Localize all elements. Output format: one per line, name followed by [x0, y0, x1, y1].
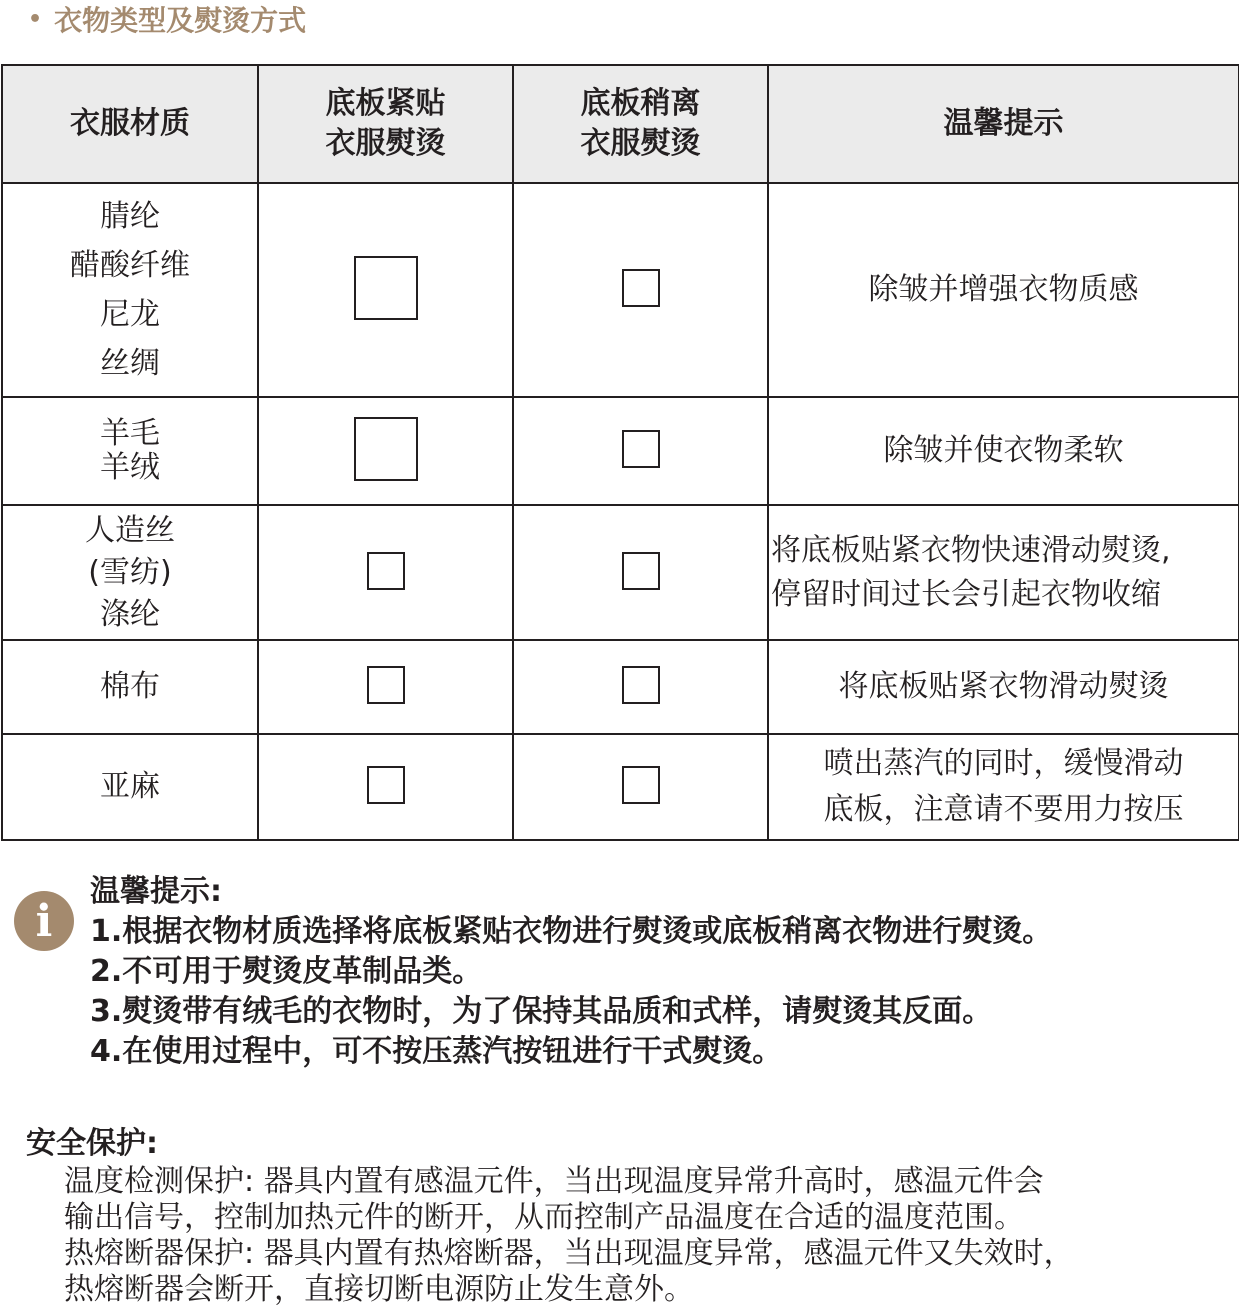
checkbox[interactable]	[367, 766, 405, 804]
material-name: 尼龙	[100, 297, 160, 332]
note-item: 4.在使用过程中，可不按压蒸汽按钮进行干式熨烫。	[90, 1034, 783, 1069]
checkbox[interactable]	[367, 552, 405, 590]
table-row	[2, 505, 1239, 640]
material-name: 丝绸	[100, 346, 160, 381]
safety-body	[64, 1164, 1074, 1308]
tip-text: 喷出蒸汽的同时，缓慢滑动	[823, 746, 1184, 781]
checkbox[interactable]	[622, 666, 660, 704]
checkbox[interactable]	[622, 430, 660, 468]
away-option-cell	[513, 640, 768, 734]
tip-text: 停留时间过长会引起衣物收缩	[771, 576, 1161, 612]
note-item: 3.熨烫带有绒毛的衣物时，为了保持其品质和式样，请熨烫其反面。	[90, 994, 993, 1029]
header-close-line1: 底板紧贴	[325, 86, 446, 121]
material-cell	[2, 505, 258, 640]
note-item: 1.根据衣物材质选择将底板紧贴衣物进行熨烫或底板稍离衣物进行熨烫。	[90, 914, 1053, 949]
material-cell	[2, 397, 258, 505]
material-name: 棉布	[100, 669, 160, 704]
bullet-dot-icon: •	[28, 6, 43, 32]
tip-cell	[768, 183, 1239, 397]
close-option-cell	[258, 397, 513, 505]
material-cell	[2, 734, 258, 840]
safety-line: 输出信号，控制加热元件的断开，从而控制产品温度在合适的温度范围。	[64, 1200, 1024, 1235]
checkbox[interactable]	[354, 417, 418, 481]
safety-line: 温度检测保护: 器具内置有感温元件，当出现温度异常升高时，感温元件会	[64, 1164, 1044, 1199]
table-row	[2, 183, 1239, 397]
tips-note	[90, 872, 1052, 1072]
header-close-line2: 衣服熨烫	[325, 126, 446, 161]
tip-cell	[768, 734, 1239, 840]
away-option-cell	[513, 734, 768, 840]
header-tips: 温馨提示	[768, 65, 1239, 183]
checkbox[interactable]	[367, 666, 405, 704]
material-name: 亚麻	[100, 769, 160, 804]
section-title-text: 衣物类型及熨烫方式	[54, 4, 307, 37]
ironing-table	[1, 64, 1239, 841]
header-soleplate-close	[258, 65, 513, 183]
tip-text: 除皱并增强衣物质感	[868, 272, 1139, 307]
material-cell	[2, 640, 258, 734]
table-row	[2, 640, 1239, 734]
away-option-cell	[513, 505, 768, 640]
material-cell	[2, 183, 258, 397]
material-name: 羊毛	[100, 416, 160, 451]
tip-cell	[768, 505, 1239, 640]
away-option-cell	[513, 183, 768, 397]
note-item: 2.不可用于熨烫皮革制品类。	[90, 954, 483, 989]
material-name: (雪纺)	[88, 554, 172, 590]
table-header-row	[2, 65, 1239, 183]
header-away-line1: 底板稍离	[580, 86, 701, 121]
header-soleplate-away	[513, 65, 768, 183]
tip-text: 将底板贴紧衣物滑动熨烫	[838, 669, 1169, 704]
header-away-line2: 衣服熨烫	[580, 126, 701, 161]
tip-text: 除皱并使衣物柔软	[883, 433, 1124, 468]
table-row	[2, 397, 1239, 505]
checkbox[interactable]	[354, 256, 418, 320]
table-row	[2, 734, 1239, 840]
section-title	[28, 0, 306, 38]
safety-title: 安全保护:	[26, 1126, 158, 1161]
safety-line: 热熔断器保护: 器具内置有热熔断器，当出现温度异常，感温元件又失效时，	[64, 1236, 1074, 1271]
checkbox[interactable]	[622, 766, 660, 804]
material-name: 涤纶	[100, 596, 160, 632]
away-option-cell	[513, 397, 768, 505]
tip-text: 底板，注意请不要用力按压	[823, 792, 1184, 827]
safety-line: 热熔断器会断开，直接切断电源防止发生意外。	[64, 1272, 694, 1307]
info-icon: i	[14, 891, 74, 951]
close-option-cell	[258, 183, 513, 397]
close-option-cell	[258, 640, 513, 734]
material-name: 醋酸纤维	[70, 248, 190, 283]
checkbox[interactable]	[622, 269, 660, 307]
checkbox[interactable]	[622, 552, 660, 590]
note-title: 温馨提示:	[90, 874, 222, 909]
close-option-cell	[258, 734, 513, 840]
tip-cell	[768, 640, 1239, 734]
header-material: 衣服材质	[2, 65, 258, 183]
material-name: 人造丝	[85, 512, 175, 548]
material-name: 腈纶	[100, 199, 160, 234]
material-name: 羊绒	[100, 450, 160, 485]
tip-cell	[768, 397, 1239, 505]
tip-text: 将底板贴紧衣物快速滑动熨烫,	[771, 532, 1171, 568]
close-option-cell	[258, 505, 513, 640]
